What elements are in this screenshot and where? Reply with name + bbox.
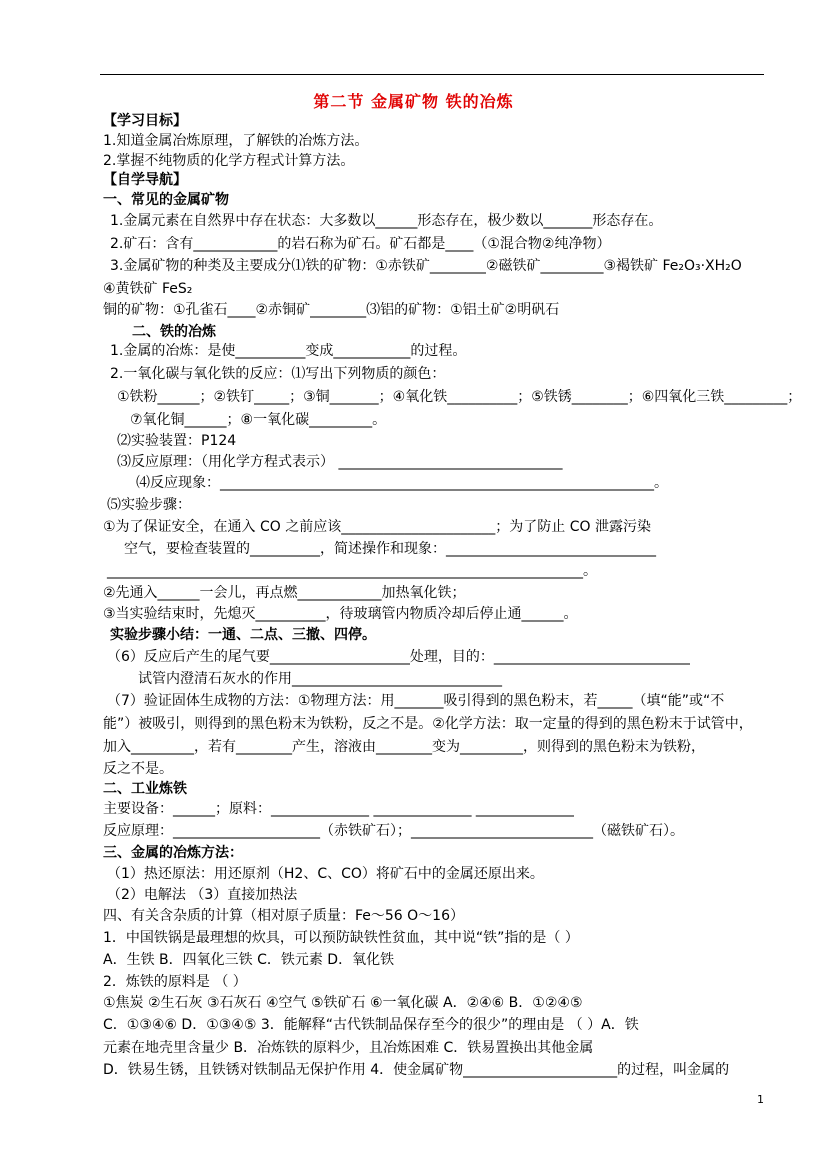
text-line: 反应原理：_____________________（赤铁矿石）；__________________________（磁铁矿石）。 bbox=[103, 823, 684, 839]
text-line: 三、金属的冶炼方法： bbox=[103, 845, 243, 861]
text-line: 1.知道金属冶炼原理，了解铁的冶炼方法。 bbox=[103, 133, 369, 149]
text-line: 空气，要检查装置的__________，简述操作和现象：______________________________ bbox=[124, 541, 656, 557]
text-line: 能”）被吸引，则得到的黑色粉末为铁粉，反之不是。②化学方法：取一定量的得到的黑色粉末于试管中， bbox=[103, 716, 753, 732]
text-line: 主要设备：______；原料：______________ ______________ ______________ bbox=[103, 801, 574, 817]
text-line: D．铁易生锈，且铁锈对铁制品无保护作用 4．使金属矿物______________________的过程，叫金属的 bbox=[103, 1062, 730, 1078]
text-line: 反之不是。 bbox=[103, 761, 173, 777]
text-line: 四、有关含杂质的计算（相对原子质量：Fe～56 O～16） bbox=[103, 908, 464, 924]
text-line: 二、工业炼铁 bbox=[103, 781, 187, 797]
text-line: 元素在地壳里含量少 B．冶炼铁的原料少，且冶炼困难 C．铁易置换出其他金属 bbox=[103, 1040, 594, 1056]
text-line: 加入_________，若有________产生，溶液由________变为_________，则得到的黑色粉末为铁粉， bbox=[103, 739, 705, 755]
text-line: ⑷反应现象：______________________________________________________________。 bbox=[136, 475, 668, 491]
text-line: 铜的矿物：①孔雀石____②赤铜矿________⑶铝的矿物：①铝土矿②明矾石 bbox=[103, 302, 560, 318]
page-title: 第二节 金属矿物 铁的冶炼 bbox=[313, 92, 514, 111]
text-line: ②先通入______一会儿，再点燃____________加热氧化铁； bbox=[103, 585, 466, 601]
text-line: 2.一氧化碳与氧化铁的反应：⑴写出下列物质的颜色： bbox=[110, 366, 446, 382]
text-line: （1）热还原法：用还原剂（H2、C、CO）将矿石中的金属还原出来。 bbox=[107, 866, 544, 882]
text-line: ③当实验结束时，先熄灭__________，待玻璃管内物质冷却后停止通______。 bbox=[103, 606, 578, 622]
text-line: ____________________________________________________________________。 bbox=[107, 563, 597, 579]
text-line: ⑦氧化铜______；⑧一氧化碳_________。 bbox=[130, 412, 387, 428]
text-line: A．生铁 B．四氧化三铁 C．铁元素 D．氧化铁 bbox=[103, 952, 395, 968]
text-line: 2．炼铁的原料是 （ ） bbox=[103, 974, 247, 990]
text-line: 1．中国铁锅是最理想的炊具，可以预防缺铁性贫血，其中说“铁”指的是（ ） bbox=[103, 930, 579, 946]
text-line: 试管内澄清石灰水的作用______________________________ bbox=[138, 671, 502, 687]
text-line: 一、常见的金属矿物 bbox=[103, 192, 229, 208]
text-line: 【学习目标】 bbox=[103, 113, 187, 129]
text-line: ①为了保证安全，在通入 CO 之前应该______________________；为了防止 CO 泄露污染 bbox=[103, 519, 651, 535]
text-line: ⑸实验步骤： bbox=[107, 497, 191, 513]
text-line: 1.金属元素在自然界中存在状态：大多数以______形态存在，极少数以_______形态存在。 bbox=[110, 213, 663, 229]
text-line: ④黄铁矿 FeS₂ bbox=[103, 281, 193, 297]
text-line: 2.矿石：含有____________的岩石称为矿石。矿石都是____（①混合物②纯净物） bbox=[110, 236, 611, 252]
text-line: ⑶反应原理：（用化学方程式表示） ________________________________ bbox=[117, 454, 563, 470]
header-rule bbox=[100, 74, 764, 75]
text-line: 【自学导航】 bbox=[103, 172, 187, 188]
text-line: 2.掌握不纯物质的化学方程式计算方法。 bbox=[103, 153, 355, 169]
text-line: （2）电解法 （3）直接加热法 bbox=[107, 887, 298, 903]
text-line: 3.金属矿物的种类及主要成分⑴铁的矿物：①赤铁矿________②磁铁矿_________③褐铁矿 Fe₂O₃·XH₂O bbox=[110, 258, 742, 274]
text-line: ①铁粉______；②铁钉_____；③铜_______；④氧化铁__________；⑤铁锈________；⑥四氧化三铁_________； bbox=[117, 389, 802, 405]
page-number: 1 bbox=[757, 1093, 764, 1106]
text-line: （6）反应后产生的尾气要____________________处理，目的：____________________________ bbox=[107, 649, 690, 665]
text-line: （7）验证固体生成物的方法：①物理方法：用_______吸引得到的黑色粉末，若_____（填“能”或“不 bbox=[107, 693, 725, 709]
text-line: 实验步骤小结：一通、二点、三撤、四停。 bbox=[110, 627, 376, 643]
text-line: ①焦炭 ②生石灰 ③石灰石 ④空气 ⑤铁矿石 ⑥一氧化碳 A．②④⑥ B．①②④⑤ bbox=[103, 995, 583, 1011]
text-line: C．①③④⑥ D．①③④⑤ 3．能解释“古代铁制品保存至今的很少”的理由是 （ ）A．铁 bbox=[103, 1017, 639, 1033]
text-line: 二、铁的冶炼 bbox=[132, 324, 216, 340]
text-line: ⑵实验装置：P124 bbox=[117, 433, 237, 449]
text-line: 1.金属的冶炼：是使__________变成___________的过程。 bbox=[110, 343, 467, 359]
